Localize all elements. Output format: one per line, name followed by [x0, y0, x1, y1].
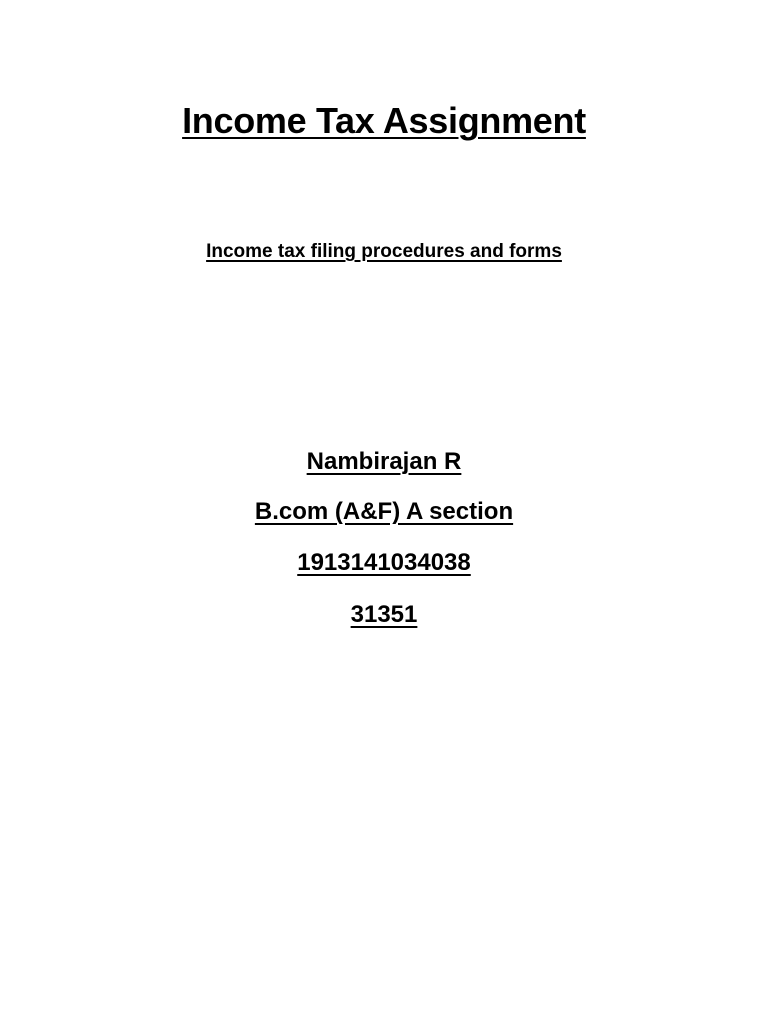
student-course: B.com (A&F) A section [254, 498, 514, 525]
register-number: 1913141034038 [297, 549, 471, 576]
document-title: Income Tax Assignment [182, 100, 586, 141]
id-number: 31351 [350, 601, 418, 628]
document-subtitle: Income tax filing procedures and forms [206, 241, 562, 262]
student-name: Nambirajan R [306, 448, 462, 475]
